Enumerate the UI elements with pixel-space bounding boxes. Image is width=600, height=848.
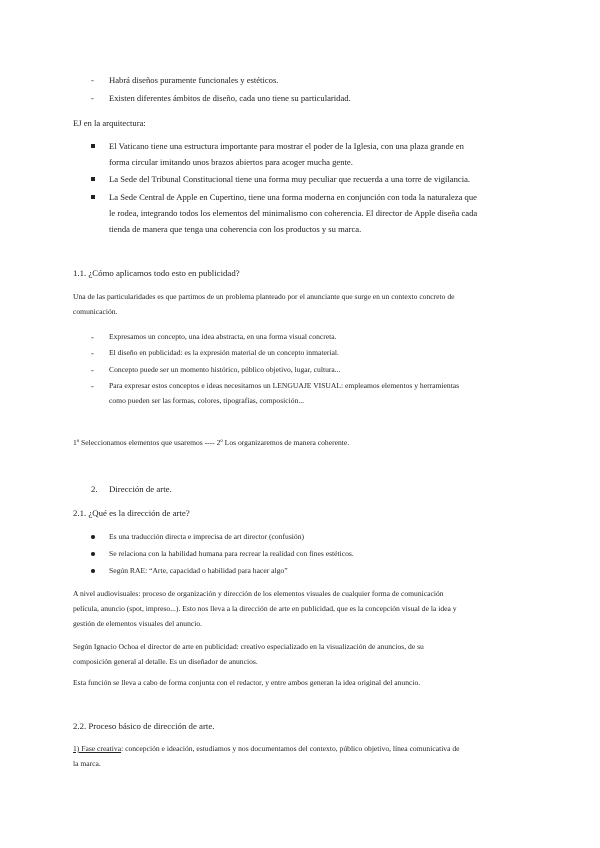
list-item: Para expresar estos conceptos e ideas necesitamos un LENGUAJE VISUAL: empleamos elementos y herramientas xyxy=(109,381,460,390)
dash-bullet: - xyxy=(91,332,94,342)
section-2-number: 2. xyxy=(91,484,98,494)
ej-label: EJ en la arquitectura: xyxy=(73,118,146,128)
dash-bullet: - xyxy=(91,75,94,85)
section-2-1-title: 2.1. ¿Qué es la dirección de arte? xyxy=(73,508,190,518)
list-item: El diseño en publicidad: es la expresión material de un concepto inmaterial. xyxy=(109,348,339,357)
arch-item-line: La Sede del Tribunal Constitucional tiene una forma muy peculiar que recuerda a una torre de vigilancia. xyxy=(109,174,471,184)
round-bullet xyxy=(91,535,95,539)
list-item: Concepto puede ser un momento histórico, público objetivo, lugar, cultura... xyxy=(109,365,341,374)
paragraph-line: composición general al detalle. Es un diseñador de anuncios. xyxy=(73,657,258,666)
dash-bullet: - xyxy=(91,93,94,103)
phase-line xyxy=(73,742,460,756)
square-bullet xyxy=(91,144,95,148)
square-bullet xyxy=(91,195,95,199)
dash-bullet: - xyxy=(91,348,94,358)
arch-item-line: La Sede Central de Apple en Cupertino, tiene una forma moderna en conjunción con toda la naturaleza que xyxy=(109,192,477,202)
paragraph-line: comunicación. xyxy=(73,307,118,316)
arch-item-line: El Vaticano tiene una estructura importante para mostrar el poder de la Iglesia, con una plaza grande en xyxy=(109,141,464,151)
section-1-1-title: 1.1. ¿Cómo aplicamos todo esto en publicidad? xyxy=(73,268,240,278)
phase-label: 1) Fase creativa xyxy=(73,744,122,753)
arch-item-line: le rodea, integrando todos los elementos del minimalismo con coherencia. El director de Apple diseña cada xyxy=(109,208,478,218)
list-item: Es una traducción directa e imprecisa de art director (confusión) xyxy=(109,532,305,541)
list-item: como pueden ser las formas, colores, tipografías, composición... xyxy=(109,396,305,405)
phase-line-continued: la marca. xyxy=(73,759,101,768)
intro-item: Habrá diseños puramente funcionales y estéticos. xyxy=(109,75,279,85)
paragraph-line: gestión de elementos visuales del anuncio. xyxy=(73,619,203,628)
section-2-title: Dirección de arte. xyxy=(109,484,172,494)
list-item: Se relaciona con la habilidad humana para recrear la realidad con fines estéticos. xyxy=(109,549,354,558)
round-bullet xyxy=(91,569,95,573)
dash-bullet: - xyxy=(91,365,94,375)
section-2-2-title: 2.2. Proceso básico de dirección de arte. xyxy=(73,721,215,731)
list-item: Expresamos un concepto, una idea abstracta, en una forma visual concreta. xyxy=(109,332,337,341)
intro-item: Existen diferentes ámbitos de diseño, cada uno tiene su particularidad. xyxy=(109,93,351,103)
round-bullet xyxy=(91,552,95,556)
dash-bullet: - xyxy=(91,381,94,391)
paragraph-line: Una de las particularidades es que partimos de un problema planteado por el anunciante que surge en un contexto concreto de xyxy=(73,292,455,301)
steps-line: 1º Seleccionamos elementos que usaremos ---- 2º Los organizaremos de manera coherente. xyxy=(73,438,350,447)
phase-text: : concepción e ideación, estudiamos y nos documentamos del contexto, público objetivo, línea comunicativa de xyxy=(121,744,460,753)
arch-item-line: tienda de manera que tenga una coherencia con los productos y su marca. xyxy=(109,224,362,234)
square-bullet xyxy=(91,177,95,181)
paragraph-line: Según Ignacio Ochoa el director de arte en publicidad: creativo especializado en la visualización de anuncios, de su xyxy=(73,642,424,651)
paragraph-line: A nivel audiovisuales: proceso de organización y dirección de los elementos visuales de cualquier forma de comunicación xyxy=(73,589,444,598)
list-item: Según RAE: “Arte, capacidad o habilidad para hacer algo” xyxy=(109,566,288,575)
paragraph-line: película, anuncio (spot, impreso...). Esto nos lleva a la dirección de arte en publicidad, que es la concepción visual de la idea y xyxy=(73,604,457,613)
arch-item-line: forma circular imitando unos brazos abiertos para acoger mucha gente. xyxy=(109,157,353,167)
paragraph-line: Esta función se lleva a cabo de forma conjunta con el redactor, y entre ambos generan la idea original del anuncio. xyxy=(73,678,421,687)
